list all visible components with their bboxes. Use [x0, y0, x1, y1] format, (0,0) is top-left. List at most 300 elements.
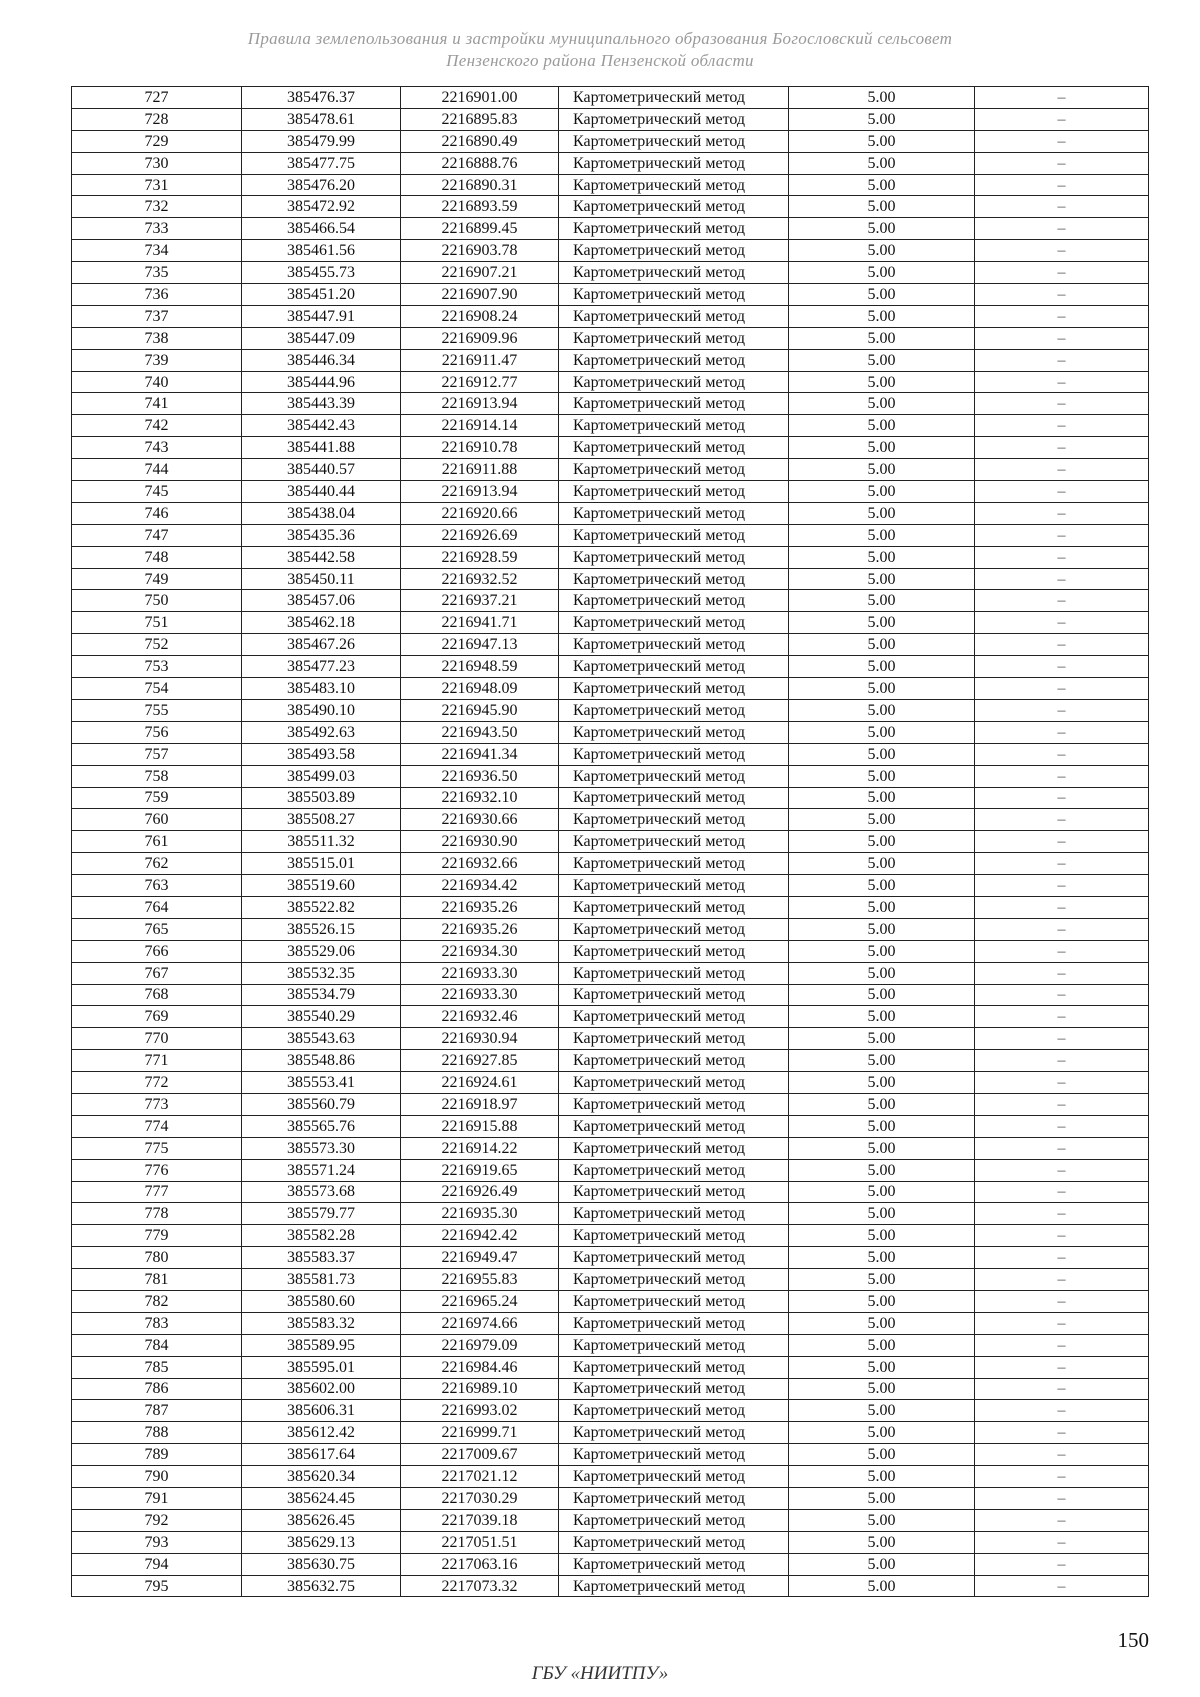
accuracy-cell: 5.00 [789, 1072, 975, 1094]
point-number-cell: 741 [72, 393, 242, 415]
method-cell: Картометрический метод [559, 765, 789, 787]
x-coordinate-cell: 385617.64 [242, 1444, 401, 1466]
accuracy-cell: 5.00 [789, 349, 975, 371]
point-number-cell: 780 [72, 1247, 242, 1269]
table-row [72, 130, 1149, 152]
note-cell: – [975, 415, 1149, 437]
note-cell: – [975, 1575, 1149, 1597]
method-cell: Картометрический метод [559, 568, 789, 590]
x-coordinate-cell: 385455.73 [242, 262, 401, 284]
y-coordinate-cell: 2216935.26 [401, 918, 559, 940]
accuracy-cell: 5.00 [789, 546, 975, 568]
method-cell: Картометрический метод [559, 1137, 789, 1159]
note-cell: – [975, 678, 1149, 700]
y-coordinate-cell: 2216888.76 [401, 152, 559, 174]
x-coordinate-cell: 385477.23 [242, 656, 401, 678]
accuracy-cell: 5.00 [789, 984, 975, 1006]
x-coordinate-cell: 385583.37 [242, 1247, 401, 1269]
method-cell: Картометрический метод [559, 459, 789, 481]
point-number-cell: 728 [72, 108, 242, 130]
method-cell: Картометрический метод [559, 262, 789, 284]
note-cell: – [975, 371, 1149, 393]
point-number-cell: 736 [72, 284, 242, 306]
point-number-cell: 786 [72, 1378, 242, 1400]
method-cell: Картометрический метод [559, 240, 789, 262]
point-number-cell: 737 [72, 305, 242, 327]
y-coordinate-cell: 2216924.61 [401, 1072, 559, 1094]
note-cell: – [975, 984, 1149, 1006]
method-cell: Картометрический метод [559, 1422, 789, 1444]
accuracy-cell: 5.00 [789, 1356, 975, 1378]
accuracy-cell: 5.00 [789, 240, 975, 262]
note-cell: – [975, 1290, 1149, 1312]
accuracy-cell: 5.00 [789, 481, 975, 503]
table-row [72, 218, 1149, 240]
method-cell: Картометрический метод [559, 1466, 789, 1488]
x-coordinate-cell: 385630.75 [242, 1553, 401, 1575]
x-coordinate-cell: 385540.29 [242, 1006, 401, 1028]
table-row [72, 1400, 1149, 1422]
table-row [72, 568, 1149, 590]
x-coordinate-cell: 385467.26 [242, 634, 401, 656]
page-header [0, 28, 1200, 72]
point-number-cell: 759 [72, 787, 242, 809]
point-number-cell: 791 [72, 1488, 242, 1510]
point-number-cell: 732 [72, 196, 242, 218]
y-coordinate-cell: 2216930.66 [401, 809, 559, 831]
y-coordinate-cell: 2216989.10 [401, 1378, 559, 1400]
table-row [72, 1093, 1149, 1115]
point-number-cell: 765 [72, 918, 242, 940]
table-row [72, 984, 1149, 1006]
x-coordinate-cell: 385483.10 [242, 678, 401, 700]
table-row [72, 1115, 1149, 1137]
method-cell: Картометрический метод [559, 1050, 789, 1072]
x-coordinate-cell: 385511.32 [242, 831, 401, 853]
table-row [72, 437, 1149, 459]
accuracy-cell: 5.00 [789, 962, 975, 984]
point-number-cell: 772 [72, 1072, 242, 1094]
note-cell: – [975, 218, 1149, 240]
note-cell: – [975, 1488, 1149, 1510]
y-coordinate-cell: 2216926.69 [401, 524, 559, 546]
y-coordinate-cell: 2216914.22 [401, 1137, 559, 1159]
table-row [72, 853, 1149, 875]
x-coordinate-cell: 385443.39 [242, 393, 401, 415]
method-cell: Картометрический метод [559, 284, 789, 306]
table-row [72, 524, 1149, 546]
point-number-cell: 783 [72, 1312, 242, 1334]
accuracy-cell: 5.00 [789, 327, 975, 349]
accuracy-cell: 5.00 [789, 1509, 975, 1531]
point-number-cell: 766 [72, 940, 242, 962]
accuracy-cell: 5.00 [789, 1203, 975, 1225]
note-cell: – [975, 1269, 1149, 1291]
table-row [72, 1509, 1149, 1531]
point-number-cell: 775 [72, 1137, 242, 1159]
table-row [72, 1356, 1149, 1378]
y-coordinate-cell: 2217021.12 [401, 1466, 559, 1488]
accuracy-cell: 5.00 [789, 152, 975, 174]
point-number-cell: 755 [72, 699, 242, 721]
accuracy-cell: 5.00 [789, 1181, 975, 1203]
y-coordinate-cell: 2216974.66 [401, 1312, 559, 1334]
note-cell: – [975, 305, 1149, 327]
note-cell: – [975, 1422, 1149, 1444]
x-coordinate-cell: 385466.54 [242, 218, 401, 240]
method-cell: Картометрический метод [559, 743, 789, 765]
x-coordinate-cell: 385442.58 [242, 546, 401, 568]
y-coordinate-cell: 2216965.24 [401, 1290, 559, 1312]
x-coordinate-cell: 385522.82 [242, 896, 401, 918]
note-cell: – [975, 459, 1149, 481]
y-coordinate-cell: 2216947.13 [401, 634, 559, 656]
accuracy-cell: 5.00 [789, 831, 975, 853]
x-coordinate-cell: 385573.30 [242, 1137, 401, 1159]
table-row [72, 1422, 1149, 1444]
accuracy-cell: 5.00 [789, 1028, 975, 1050]
x-coordinate-cell: 385629.13 [242, 1531, 401, 1553]
accuracy-cell: 5.00 [789, 108, 975, 130]
accuracy-cell: 5.00 [789, 502, 975, 524]
method-cell: Картометрический метод [559, 1115, 789, 1137]
y-coordinate-cell: 2216910.78 [401, 437, 559, 459]
x-coordinate-cell: 385624.45 [242, 1488, 401, 1510]
y-coordinate-cell: 2216893.59 [401, 196, 559, 218]
x-coordinate-cell: 385442.43 [242, 415, 401, 437]
point-number-cell: 774 [72, 1115, 242, 1137]
method-cell: Картометрический метод [559, 415, 789, 437]
note-cell: – [975, 262, 1149, 284]
point-number-cell: 785 [72, 1356, 242, 1378]
point-number-cell: 779 [72, 1225, 242, 1247]
y-coordinate-cell: 2216979.09 [401, 1334, 559, 1356]
point-number-cell: 769 [72, 1006, 242, 1028]
point-number-cell: 758 [72, 765, 242, 787]
x-coordinate-cell: 385477.75 [242, 152, 401, 174]
method-cell: Картометрический метод [559, 984, 789, 1006]
note-cell: – [975, 1181, 1149, 1203]
point-number-cell: 749 [72, 568, 242, 590]
note-cell: – [975, 1466, 1149, 1488]
point-number-cell: 784 [72, 1334, 242, 1356]
x-coordinate-cell: 385472.92 [242, 196, 401, 218]
method-cell: Картометрический метод [559, 1159, 789, 1181]
accuracy-cell: 5.00 [789, 1400, 975, 1422]
y-coordinate-cell: 2216943.50 [401, 721, 559, 743]
point-number-cell: 761 [72, 831, 242, 853]
accuracy-cell: 5.00 [789, 1378, 975, 1400]
table-row [72, 284, 1149, 306]
point-number-cell: 771 [72, 1050, 242, 1072]
accuracy-cell: 5.00 [789, 678, 975, 700]
method-cell: Картометрический метод [559, 1575, 789, 1597]
point-number-cell: 727 [72, 87, 242, 109]
y-coordinate-cell: 2217051.51 [401, 1531, 559, 1553]
y-coordinate-cell: 2217039.18 [401, 1509, 559, 1531]
point-number-cell: 731 [72, 174, 242, 196]
y-coordinate-cell: 2216999.71 [401, 1422, 559, 1444]
accuracy-cell: 5.00 [789, 634, 975, 656]
y-coordinate-cell: 2216937.21 [401, 590, 559, 612]
accuracy-cell: 5.00 [789, 568, 975, 590]
point-number-cell: 778 [72, 1203, 242, 1225]
method-cell: Картометрический метод [559, 174, 789, 196]
y-coordinate-cell: 2216936.50 [401, 765, 559, 787]
x-coordinate-cell: 385440.44 [242, 481, 401, 503]
y-coordinate-cell: 2216955.83 [401, 1269, 559, 1291]
table-row [72, 1378, 1149, 1400]
accuracy-cell: 5.00 [789, 699, 975, 721]
note-cell: – [975, 1225, 1149, 1247]
y-coordinate-cell: 2216934.30 [401, 940, 559, 962]
note-cell: – [975, 590, 1149, 612]
method-cell: Картометрический метод [559, 940, 789, 962]
method-cell: Картометрический метод [559, 130, 789, 152]
y-coordinate-cell: 2216942.42 [401, 1225, 559, 1247]
method-cell: Картометрический метод [559, 1006, 789, 1028]
x-coordinate-cell: 385438.04 [242, 502, 401, 524]
method-cell: Картометрический метод [559, 678, 789, 700]
x-coordinate-cell: 385493.58 [242, 743, 401, 765]
y-coordinate-cell: 2216928.59 [401, 546, 559, 568]
note-cell: – [975, 546, 1149, 568]
table-row [72, 87, 1149, 109]
note-cell: – [975, 656, 1149, 678]
point-number-cell: 739 [72, 349, 242, 371]
accuracy-cell: 5.00 [789, 612, 975, 634]
note-cell: – [975, 1312, 1149, 1334]
table-row [72, 393, 1149, 415]
note-cell: – [975, 765, 1149, 787]
method-cell: Картометрический метод [559, 108, 789, 130]
method-cell: Картометрический метод [559, 546, 789, 568]
x-coordinate-cell: 385440.57 [242, 459, 401, 481]
y-coordinate-cell: 2216890.31 [401, 174, 559, 196]
note-cell: – [975, 1159, 1149, 1181]
table-row [72, 196, 1149, 218]
table-row [72, 1247, 1149, 1269]
point-number-cell: 793 [72, 1531, 242, 1553]
y-coordinate-cell: 2216945.90 [401, 699, 559, 721]
table-row [72, 1028, 1149, 1050]
point-number-cell: 757 [72, 743, 242, 765]
x-coordinate-cell: 385478.61 [242, 108, 401, 130]
y-coordinate-cell: 2216907.21 [401, 262, 559, 284]
point-number-cell: 792 [72, 1509, 242, 1531]
y-coordinate-cell: 2216949.47 [401, 1247, 559, 1269]
accuracy-cell: 5.00 [789, 787, 975, 809]
x-coordinate-cell: 385532.35 [242, 962, 401, 984]
point-number-cell: 795 [72, 1575, 242, 1597]
x-coordinate-cell: 385602.00 [242, 1378, 401, 1400]
accuracy-cell: 5.00 [789, 1444, 975, 1466]
accuracy-cell: 5.00 [789, 393, 975, 415]
method-cell: Картометрический метод [559, 809, 789, 831]
table-row [72, 940, 1149, 962]
x-coordinate-cell: 385582.28 [242, 1225, 401, 1247]
x-coordinate-cell: 385503.89 [242, 787, 401, 809]
note-cell: – [975, 1093, 1149, 1115]
y-coordinate-cell: 2216911.47 [401, 349, 559, 371]
accuracy-cell: 5.00 [789, 284, 975, 306]
note-cell: – [975, 130, 1149, 152]
note-cell: – [975, 393, 1149, 415]
x-coordinate-cell: 385589.95 [242, 1334, 401, 1356]
table-row [72, 875, 1149, 897]
y-coordinate-cell: 2216918.97 [401, 1093, 559, 1115]
point-number-cell: 747 [72, 524, 242, 546]
method-cell: Картометрический метод [559, 1488, 789, 1510]
point-number-cell: 730 [72, 152, 242, 174]
note-cell: – [975, 809, 1149, 831]
note-cell: – [975, 568, 1149, 590]
method-cell: Картометрический метод [559, 371, 789, 393]
point-number-cell: 787 [72, 1400, 242, 1422]
note-cell: – [975, 1247, 1149, 1269]
note-cell: – [975, 327, 1149, 349]
note-cell: – [975, 524, 1149, 546]
y-coordinate-cell: 2216911.88 [401, 459, 559, 481]
note-cell: – [975, 940, 1149, 962]
y-coordinate-cell: 2216935.30 [401, 1203, 559, 1225]
accuracy-cell: 5.00 [789, 437, 975, 459]
method-cell: Картометрический метод [559, 1203, 789, 1225]
y-coordinate-cell: 2216941.71 [401, 612, 559, 634]
method-cell: Картометрический метод [559, 1181, 789, 1203]
method-cell: Картометрический метод [559, 1269, 789, 1291]
method-cell: Картометрический метод [559, 831, 789, 853]
page-footer: ГБУ «НИИТПУ» [531, 1663, 669, 1684]
point-number-cell: 754 [72, 678, 242, 700]
method-cell: Картометрический метод [559, 1378, 789, 1400]
point-number-cell: 776 [72, 1159, 242, 1181]
table-row [72, 152, 1149, 174]
note-cell: – [975, 1531, 1149, 1553]
x-coordinate-cell: 385548.86 [242, 1050, 401, 1072]
x-coordinate-cell: 385457.06 [242, 590, 401, 612]
table-row [72, 678, 1149, 700]
table-row [72, 787, 1149, 809]
y-coordinate-cell: 2216907.90 [401, 284, 559, 306]
y-coordinate-cell: 2217063.16 [401, 1553, 559, 1575]
point-number-cell: 734 [72, 240, 242, 262]
method-cell: Картометрический метод [559, 1531, 789, 1553]
x-coordinate-cell: 385479.99 [242, 130, 401, 152]
point-number-cell: 738 [72, 327, 242, 349]
method-cell: Картометрический метод [559, 196, 789, 218]
point-number-cell: 764 [72, 896, 242, 918]
x-coordinate-cell: 385626.45 [242, 1509, 401, 1531]
x-coordinate-cell: 385462.18 [242, 612, 401, 634]
point-number-cell: 733 [72, 218, 242, 240]
y-coordinate-cell: 2216933.30 [401, 984, 559, 1006]
note-cell: – [975, 240, 1149, 262]
note-cell: – [975, 502, 1149, 524]
method-cell: Картометрический метод [559, 437, 789, 459]
table-row [72, 590, 1149, 612]
accuracy-cell: 5.00 [789, 1575, 975, 1597]
point-number-cell: 762 [72, 853, 242, 875]
table-row [72, 1159, 1149, 1181]
coordinates-table-wrapper [71, 86, 1148, 1597]
y-coordinate-cell: 2216948.59 [401, 656, 559, 678]
table-row [72, 1269, 1149, 1291]
x-coordinate-cell: 385529.06 [242, 940, 401, 962]
method-cell: Картометрический метод [559, 1400, 789, 1422]
x-coordinate-cell: 385581.73 [242, 1269, 401, 1291]
point-number-cell: 790 [72, 1466, 242, 1488]
note-cell: – [975, 481, 1149, 503]
point-number-cell: 788 [72, 1422, 242, 1444]
note-cell: – [975, 1444, 1149, 1466]
table-row [72, 1334, 1149, 1356]
note-cell: – [975, 918, 1149, 940]
y-coordinate-cell: 2216913.94 [401, 481, 559, 503]
accuracy-cell: 5.00 [789, 459, 975, 481]
table-row [72, 896, 1149, 918]
method-cell: Картометрический метод [559, 1334, 789, 1356]
method-cell: Картометрический метод [559, 1225, 789, 1247]
method-cell: Картометрический метод [559, 1072, 789, 1094]
accuracy-cell: 5.00 [789, 130, 975, 152]
y-coordinate-cell: 2216914.14 [401, 415, 559, 437]
x-coordinate-cell: 385573.68 [242, 1181, 401, 1203]
y-coordinate-cell: 2216984.46 [401, 1356, 559, 1378]
table-row [72, 656, 1149, 678]
method-cell: Картометрический метод [559, 918, 789, 940]
point-number-cell: 735 [72, 262, 242, 284]
note-cell: – [975, 1028, 1149, 1050]
point-number-cell: 743 [72, 437, 242, 459]
x-coordinate-cell: 385632.75 [242, 1575, 401, 1597]
point-number-cell: 752 [72, 634, 242, 656]
table-row [72, 349, 1149, 371]
method-cell: Картометрический метод [559, 612, 789, 634]
point-number-cell: 751 [72, 612, 242, 634]
accuracy-cell: 5.00 [789, 809, 975, 831]
note-cell: – [975, 1509, 1149, 1531]
y-coordinate-cell: 2216920.66 [401, 502, 559, 524]
y-coordinate-cell: 2216901.00 [401, 87, 559, 109]
method-cell: Картометрический метод [559, 1290, 789, 1312]
table-row [72, 174, 1149, 196]
method-cell: Картометрический метод [559, 349, 789, 371]
table-row [72, 1312, 1149, 1334]
accuracy-cell: 5.00 [789, 1466, 975, 1488]
note-cell: – [975, 1050, 1149, 1072]
y-coordinate-cell: 2217073.32 [401, 1575, 559, 1597]
accuracy-cell: 5.00 [789, 1553, 975, 1575]
point-number-cell: 744 [72, 459, 242, 481]
y-coordinate-cell: 2216930.90 [401, 831, 559, 853]
x-coordinate-cell: 385451.20 [242, 284, 401, 306]
y-coordinate-cell: 2216903.78 [401, 240, 559, 262]
y-coordinate-cell: 2217009.67 [401, 1444, 559, 1466]
table-row [72, 1488, 1149, 1510]
table-row [72, 1444, 1149, 1466]
point-number-cell: 753 [72, 656, 242, 678]
table-row [72, 1137, 1149, 1159]
table-row [72, 1072, 1149, 1094]
x-coordinate-cell: 385620.34 [242, 1466, 401, 1488]
table-row [72, 809, 1149, 831]
table-row [72, 634, 1149, 656]
accuracy-cell: 5.00 [789, 1137, 975, 1159]
method-cell: Картометрический метод [559, 1247, 789, 1269]
table-row [72, 1006, 1149, 1028]
accuracy-cell: 5.00 [789, 1006, 975, 1028]
